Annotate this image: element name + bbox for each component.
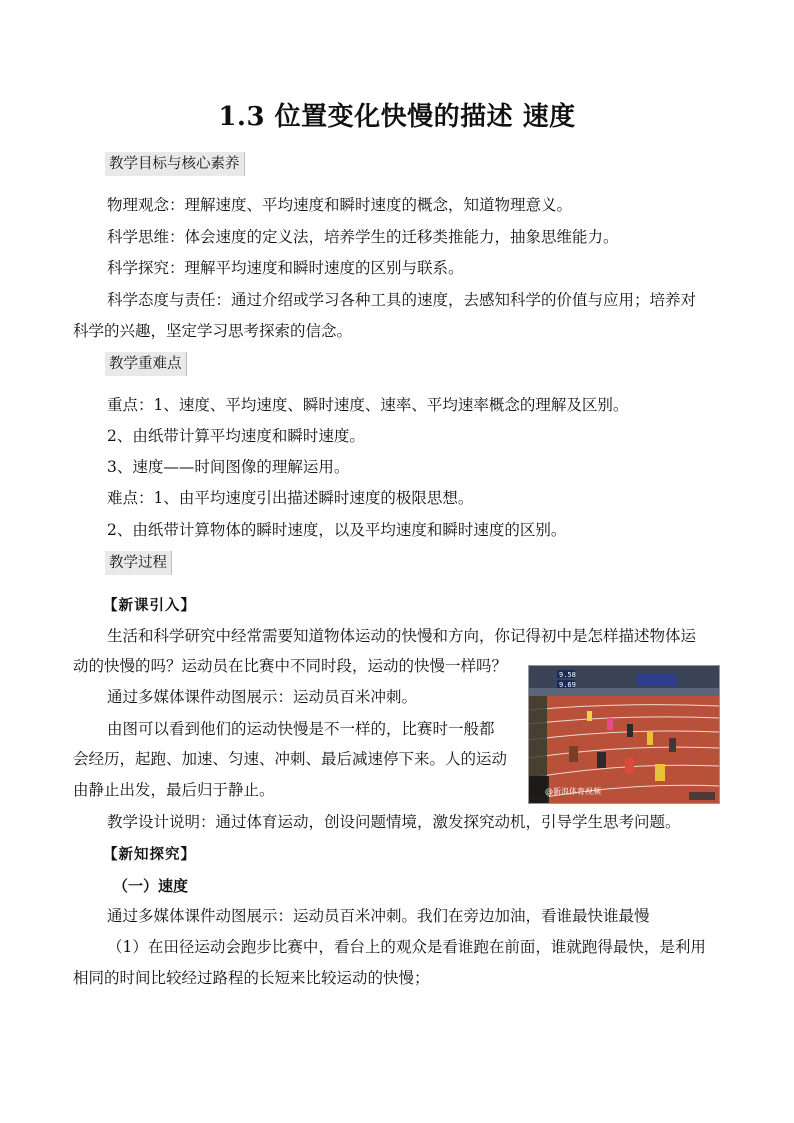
sprint-start-image: [529, 666, 719, 803]
objective-attitude-line1: 科学态度与责任：通过介绍或学习各种工具的速度，去感知科学的价值与应用；培养对: [107, 291, 697, 309]
intro-paragraph-line2: 动的快慢的吗？运动员在比赛中不同时段，运动的快慢一样吗？: [73, 657, 508, 675]
explore-label: 【新知探究】: [103, 847, 196, 863]
objective-scientific-thinking: 科学思维：体会速度的定义法，培养学生的迁移类推能力，抽象思维能力。: [107, 228, 619, 246]
key-points-heading: 教学重难点: [105, 352, 187, 376]
intro-multimedia-line: 通过多媒体课件动图展示：运动员百米冲刺。: [107, 688, 418, 706]
design-note: 教学设计说明：通过体育运动，创设问题情境，激发探究动机，引导学生思考问题。: [107, 813, 681, 831]
intro-label: 【新课引入】: [103, 598, 196, 614]
intro-analysis-line3: 由静止出发，最后归于静止。: [73, 781, 275, 799]
key-point-2: 2、由纸带计算平均速度和瞬时速度。: [107, 427, 365, 445]
page-title: 1.3 位置变化快慢的描述 速度: [218, 102, 576, 132]
difficulty-1: 难点：1、由平均速度引出描述瞬时速度的极限思想。: [107, 489, 474, 507]
explore-point-1-line2: 相同的时间比较经过路程的长短来比较运动的快慢；: [73, 969, 430, 987]
key-point-3: 3、速度——时间图像的理解运用。: [107, 458, 350, 476]
objective-attitude-line2: 科学的兴趣，坚定学习思考探索的信念。: [73, 322, 353, 340]
video-watermark: @新浪体育视频: [545, 787, 601, 796]
intro-paragraph-line1: 生活和科学研究中经常需要知道物体运动的快慢和方向，你记得初中是怎样描述物体运: [107, 627, 697, 645]
intro-analysis-line1: 由图可以看到他们的运动快慢是不一样的，比赛时一般都: [107, 720, 495, 738]
explore-multimedia-line: 通过多媒体课件动图展示：运动员百米冲刺。我们在旁边加油，看谁最快谁最慢: [107, 907, 650, 925]
objectives-heading: 教学目标与核心素养: [105, 152, 245, 176]
objective-physics-concept: 物理观念：理解速度、平均速度和瞬时速度的概念，知道物理意义。: [107, 196, 573, 214]
subsection-speed: （一）速度: [113, 877, 189, 895]
intro-analysis-line2: 会经历，起跑、加速、匀速、冲刺、最后减速停下来。人的运动: [73, 750, 508, 768]
sprinters-photo: [528, 665, 720, 804]
process-heading: 教学过程: [105, 551, 172, 575]
scoreboard-time-1: 9.58: [559, 671, 576, 679]
key-point-1: 重点：1、速度、平均速度、瞬时速度、速率、平均速率概念的理解及区别。: [107, 396, 629, 414]
objective-scientific-inquiry: 科学探究：理解平均速度和瞬时速度的区别与联系。: [107, 259, 464, 277]
scoreboard-time-2: 9.69: [559, 681, 576, 689]
difficulty-2: 2、由纸带计算物体的瞬时速度，以及平均速度和瞬时速度的区别。: [107, 521, 567, 539]
explore-point-1-line1: （1）在田径运动会跑步比赛中，看台上的观众是看谁跑在前面，谁就跑得最快，是利用: [107, 938, 706, 956]
